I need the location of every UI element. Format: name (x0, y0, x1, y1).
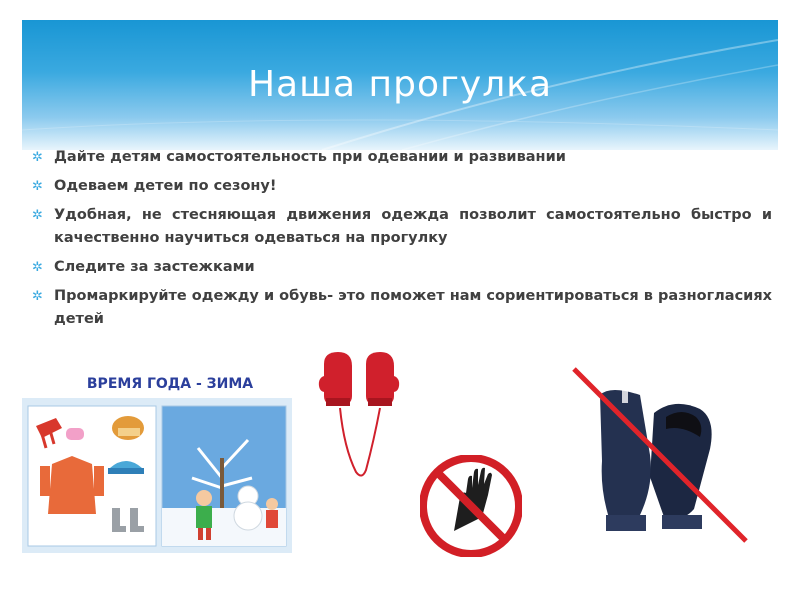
red-mittens-image (318, 350, 400, 480)
bullet-marker-icon: ✲ (32, 179, 43, 194)
crossed-out-navy-mittens (570, 365, 750, 545)
no-gloves-prohibition-sign (420, 455, 522, 557)
poster-caption: ВРЕМЯ ГОДА - ЗИМА (86, 376, 254, 392)
bullet-marker-icon: ✲ (32, 208, 43, 223)
bullet-item: ✲ Дайте детям самостоятельность при одевании и развивании (32, 146, 772, 169)
bullet-list (32, 146, 772, 337)
bullet-marker-icon: ✲ (32, 289, 43, 304)
bullet-item: ✲ Удобная, не стесняющая движения одежда позволит самостоятельно быстро и качественно научиться одеваться на прогулку (32, 204, 772, 250)
title-banner (22, 20, 778, 150)
bullet-item: ✲ Следите за застежками (32, 256, 772, 279)
slide-title: Наша прогулка (247, 64, 553, 105)
bullet-marker-icon: ✲ (32, 260, 43, 275)
bullet-item: ✲ Одеваем детеи по сезону! (32, 175, 772, 198)
bullet-item: ✲ Промаркируйте одежду и обувь- это поможет нам сориентироваться в разногласиях детей (32, 285, 772, 331)
winter-season-poster (22, 368, 292, 553)
bullet-marker-icon: ✲ (32, 150, 43, 165)
